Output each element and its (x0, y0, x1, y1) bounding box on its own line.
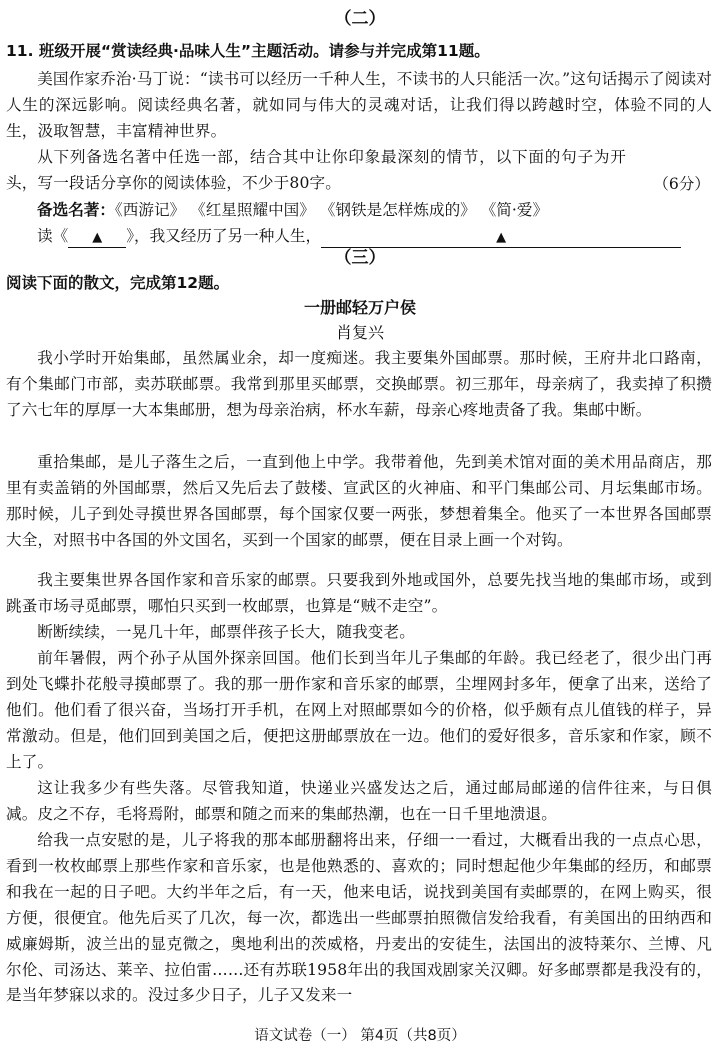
answer-blank[interactable]: ▲ (321, 229, 681, 248)
essay-paragraph: 给我一点安慰的是，儿子将我的那本邮册翻将出来，仔细一一看过，大概看出我的一点点心思，看到一枚枚邮票上那些作家和音乐家，也是他熟悉的、喜欢的；同时想起他少年集邮的经历，和邮票和我在一起的日子吧。大约半年之后，有一天，他来电话，说找到美国有卖邮票的，在网上购买，很方便，很便宜。他先后买了几次，每一次，都选出一些邮票拍照微信发给我看，有美国出的田纳西和威廉姆斯，波兰出的显克微之，奥地利出的茨威格，丹麦出的安徒生，法国出的波特莱尔、兰博、凡尔伦、司汤达、莱辛、拉伯雷……还有苏联1958年出的我国戏剧家关汉卿。好多邮票都是我没有的，是当年梦寐以求的。没过多少日子，儿子又发来一 (6, 831, 712, 1005)
essay-paragraph: 我小学时开始集邮，虽然属业余，却一度痴迷。我主要集外国邮票。那时候，王府井北口路南，有个集邮门市部，卖苏联邮票。我常到那里买邮票，交换邮票。初三那年，母亲病了，我卖掉了积攒了六七年的厚厚一大本集邮册，想为母亲治病，杯水车薪，母亲心疼地责备了我。集邮中断。 (6, 349, 712, 419)
question-11-instruction-paragraph: 从下列备选名著中任选一部，结合其中让你印象最深刻的情节，以下面的句子为开头，写一段话分享你的阅读体验，不少于80字。 (6, 148, 626, 192)
question-11-score: （6分） (653, 175, 710, 193)
prompt-prefix: 读《 (37, 227, 69, 245)
book-options-list: 《西游记》 《红星照耀中国》 《钢铁是怎样炼成的》 《简·爱》 (114, 201, 549, 219)
section-three-heading: （三） (334, 248, 386, 268)
essay-author: 肖复兴 (335, 323, 384, 342)
essay-title: 一册邮轻万户侯 (303, 298, 416, 317)
essay-paragraph: 前年暑假，两个孙子从国外探亲回国。他们长到当年儿子集邮的年龄。我已经老了，很少出门再到处飞蝶扑花般寻摸邮票了。我的那一册作家和音乐家的邮票，尘埋网封多年，便拿了出来，送给了他们。他们看了很兴奋，当场打开手机，在网上对照邮票如今的价格，似乎颇有点儿值钱的样子，异常激动。但是，他们回到美国之后，便把这册邮票放在一边。他们的爱好很多，音乐家和作家，顾不上了。 (6, 649, 712, 771)
writing-prompt-row (6, 223, 720, 249)
book-options-label: 备选名著： (37, 201, 115, 219)
essay-paragraph: 断断续续，一晃几十年，邮票伴孩子长大，随我变老。 (37, 623, 416, 641)
essay-paragraph: 重拾集邮，是儿子落生之后，一直到他上中学。我带着他，先到美术馆对面的美术用品商店，那里有卖盖销的外国邮票，然后又先后去了鼓楼、宣武区的火神庙、和平门集邮公司、月坛集邮市场。那时候，儿子到处寻摸世界各国邮票，每个国家仅要一两张，梦想着集全。他买了一本世界各国邮票大全，对照书中各国的外文国名，买到一个国家的邮票，便在目录上画一个对钩。 (6, 453, 712, 549)
book-options-row (6, 197, 720, 223)
essay-paragraph: 我主要集世界各国作家和音乐家的邮票。只要我到外地或国外，总要先找当地的集邮市场，或到跳蚤市场寻觅邮票，哪怕只买到一枚邮票，也算是“贼不走空”。 (6, 571, 712, 615)
question-11-heading: 11. 班级开展“赏读经典·品味人生”主题活动。请参与并完成第11题。 (6, 42, 490, 60)
page-footer: 语文试卷（一） 第4页（共8页） (254, 1028, 466, 1044)
book-title-blank[interactable]: ▲ (68, 229, 126, 248)
question-11-intro-paragraph: 美国作家乔治·马丁说：“读书可以经历一千种人生，不读书的人只能活一次。”这句话揭示了阅读对人生的深远影响。阅读经典名著，就如同与伟大的灵魂对话，让我们得以跨越时空，体验不同的人生，汲取智慧，丰富精神世界。 (6, 70, 712, 140)
section-two-heading: （二） (334, 9, 386, 29)
prompt-middle: 》，我又经历了另一种人生， (126, 227, 322, 245)
question-12-heading: 阅读下面的散文，完成第12题。 (6, 274, 230, 292)
essay-paragraph: 这让我多少有些失落。尽管我知道，快递业兴盛发达之后，通过邮局邮递的信件往来，与日俱减。皮之不存，毛将焉附，邮票和随之而来的集邮热潮，也在一日千里地溃退。 (6, 779, 712, 823)
